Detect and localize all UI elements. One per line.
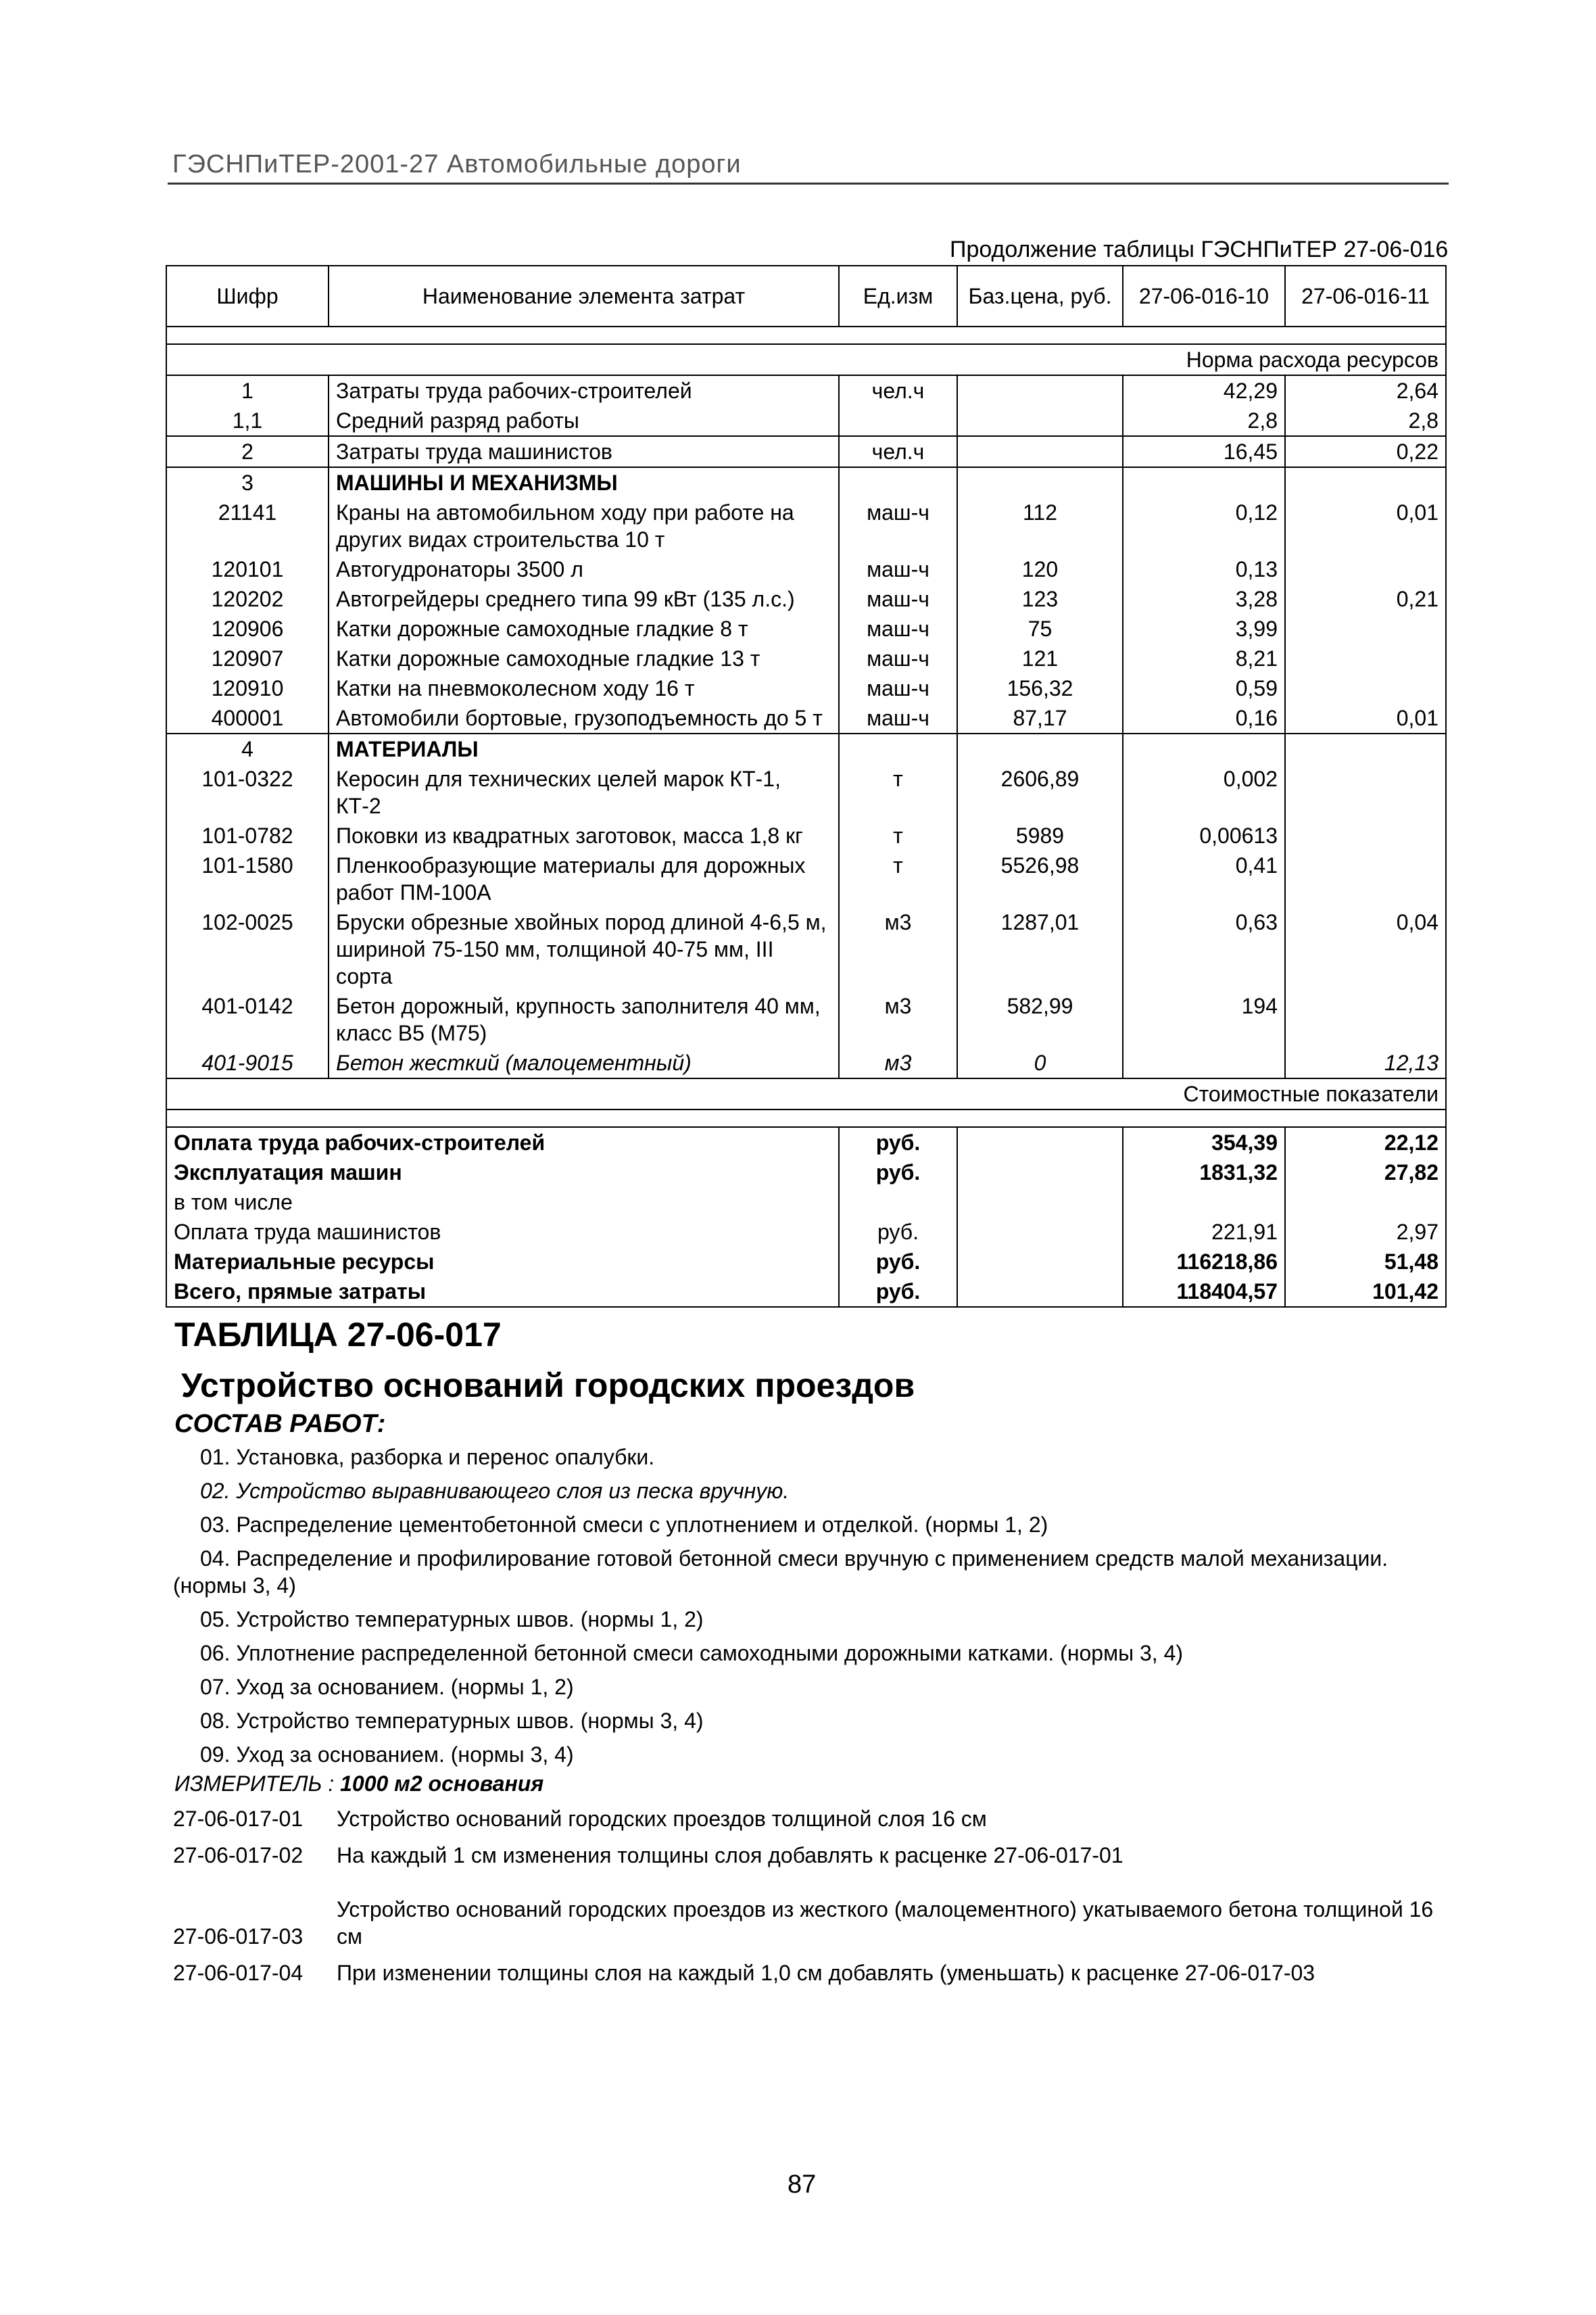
row-unit: м3 [839, 1048, 957, 1078]
row-norm-2: 0,01 [1285, 703, 1446, 734]
row-norm-2: 0,21 [1285, 584, 1446, 614]
section-title: МАШИНЫ И МЕХАНИЗМЫ [329, 467, 839, 498]
cost-norm-2: 101,42 [1285, 1276, 1446, 1307]
row-norm-2 [1285, 851, 1446, 907]
cost-name: в том числе [166, 1187, 839, 1217]
row-norm-2 [1285, 554, 1446, 584]
row-price: 87,17 [957, 703, 1123, 734]
section-title: МАТЕРИАЛЫ [329, 734, 839, 764]
row-norm-2 [1285, 764, 1446, 821]
norm-caption: Норма расхода ресурсов [166, 344, 1446, 375]
table-row [166, 851, 1446, 907]
row-unit: чел.ч [839, 375, 957, 406]
row-norm-1: 0,63 [1123, 907, 1285, 991]
cost-norm-2 [1285, 1187, 1446, 1217]
table-header-row [166, 266, 1446, 327]
row-norm-1: 42,29 [1123, 375, 1285, 406]
table-title: Устройство оснований городских проездов [181, 1366, 915, 1404]
row-price: 0 [957, 1048, 1123, 1078]
row-norm-2: 0,04 [1285, 907, 1446, 991]
row-norm-1: 194 [1123, 991, 1285, 1048]
row-code: 1 [166, 375, 329, 406]
cost-norm-2: 51,48 [1285, 1247, 1446, 1276]
row-price: 5526,98 [957, 851, 1123, 907]
row-name: Катки дорожные самоходные гладкие 13 т [329, 644, 839, 673]
row-name: Автогрейдеры среднего типа 99 кВт (135 л.с.) [329, 584, 839, 614]
row-code: 120906 [166, 614, 329, 644]
cost-name: Материальные ресурсы [166, 1247, 839, 1276]
section-code: 4 [166, 734, 329, 764]
row-norm-2: 12,13 [1285, 1048, 1446, 1078]
row-norm-2 [1285, 991, 1446, 1048]
cost-unit: руб. [839, 1276, 957, 1307]
header-code: Шифр [166, 266, 329, 327]
row-code: 401-0142 [166, 991, 329, 1048]
row-unit: маш-ч [839, 584, 957, 614]
row-norm-1: 3,28 [1123, 584, 1285, 614]
row-norm-1: 0,00613 [1123, 821, 1285, 851]
work-item: 07. Уход за основанием. (нормы 1, 2) [200, 1675, 574, 1699]
row-norm-1: 2,8 [1123, 406, 1285, 436]
cost-row [166, 1276, 1446, 1307]
table-row [166, 764, 1446, 821]
norm-code-text: Устройство оснований городских проездов из жесткого (малоцементного) укатываемого бетона толщиной 16 см [337, 1897, 1434, 1949]
norm-code-row [173, 1959, 1451, 1996]
row-norm-1: 8,21 [1123, 644, 1285, 673]
row-unit [839, 406, 957, 436]
row-norm-1: 0,002 [1123, 764, 1285, 821]
row-code: 101-1580 [166, 851, 329, 907]
cost-caption: Стоимостные показатели [166, 1078, 1446, 1109]
norm-code-row [173, 1805, 1451, 1842]
spacer-row [166, 327, 1446, 344]
row-name: Средний разряд работы [329, 406, 839, 436]
row-norm-2 [1285, 673, 1446, 703]
row-unit: т [839, 764, 957, 821]
row-norm-1: 0,41 [1123, 851, 1285, 907]
row-norm-1 [1123, 1048, 1285, 1078]
work-item: 06. Уплотнение распределенной бетонной смеси самоходными дорожными катками. (нормы 3, 4) [200, 1641, 1184, 1665]
row-unit: т [839, 851, 957, 907]
row-name: Катки на пневмоколесном ходу 16 т [329, 673, 839, 703]
row-price: 1287,01 [957, 907, 1123, 991]
works-list [173, 1443, 1451, 1775]
norm-code: 27-06-017-02 [173, 1843, 304, 1867]
work-item-continuation: (нормы 3, 4) [173, 1573, 296, 1598]
table-row [166, 436, 1446, 467]
row-name: Катки дорожные самоходные гладкие 8 т [329, 614, 839, 644]
row-code: 21141 [166, 498, 329, 554]
header-price: Баз.цена, руб. [957, 266, 1123, 327]
row-name: Автогудронаторы 3500 л [329, 554, 839, 584]
row-code: 120910 [166, 673, 329, 703]
row-name: Затраты труда машинистов [329, 436, 839, 467]
header-name: Наименование элемента затрат [329, 266, 839, 327]
row-name: Бетон жесткий (малоцементный) [329, 1048, 839, 1078]
norm-code-text: На каждый 1 см изменения толщины слоя добавлять к расценке 27-06-017-01 [337, 1843, 1123, 1867]
work-item: 02. Устройство выравнивающего слоя из песка вручную. [200, 1479, 790, 1503]
row-price: 120 [957, 554, 1123, 584]
row-price: 5989 [957, 821, 1123, 851]
row-code: 120907 [166, 644, 329, 673]
spacer-row [166, 1109, 1446, 1127]
row-unit: маш-ч [839, 614, 957, 644]
row-unit: маш-ч [839, 673, 957, 703]
row-norm-1: 0,13 [1123, 554, 1285, 584]
section-row-machines [166, 467, 1446, 498]
cost-unit [839, 1187, 957, 1217]
row-name: Поковки из квадратных заготовок, масса 1,8 кг [329, 821, 839, 851]
cost-row [166, 1217, 1446, 1247]
row-norm-2 [1285, 644, 1446, 673]
section-code: 3 [166, 467, 329, 498]
table-row [166, 406, 1446, 436]
norm-codes-list [173, 1805, 1451, 1996]
header-norm-1: 27-06-016-10 [1123, 266, 1285, 327]
table-row [166, 673, 1446, 703]
row-name: Пленкообразующие материалы для дорожных работ ПМ-100А [329, 851, 839, 907]
row-name: Автомобили бортовые, грузоподъемность до 5 т [329, 703, 839, 734]
cost-name: Оплата труда машинистов [166, 1217, 839, 1247]
row-unit: м3 [839, 907, 957, 991]
work-item: 03. Распределение цементобетонной смеси с уплотнением и отделкой. (нормы 1, 2) [200, 1512, 1048, 1537]
meter [174, 1771, 543, 1796]
row-code: 2 [166, 436, 329, 467]
cost-unit: руб. [839, 1158, 957, 1187]
row-norm-2: 0,22 [1285, 436, 1446, 467]
table-row [166, 554, 1446, 584]
row-norm-1: 16,45 [1123, 436, 1285, 467]
row-code: 120101 [166, 554, 329, 584]
row-name: Бетон дорожный, крупность заполнителя 40 мм, класс В5 (М75) [329, 991, 839, 1048]
row-code: 1,1 [166, 406, 329, 436]
cost-row [166, 1187, 1446, 1217]
row-code: 101-0782 [166, 821, 329, 851]
row-price: 75 [957, 614, 1123, 644]
row-unit: маш-ч [839, 554, 957, 584]
row-price: 2606,89 [957, 764, 1123, 821]
cost-norm-1: 221,91 [1123, 1217, 1285, 1247]
header-unit: Ед.изм [839, 266, 957, 327]
row-price [957, 375, 1123, 406]
cost-norm-1 [1123, 1187, 1285, 1217]
page-number: 87 [788, 2170, 817, 2199]
row-unit: чел.ч [839, 436, 957, 467]
table-row [166, 991, 1446, 1048]
composition-heading: СОСТАВ РАБОТ: [174, 1410, 386, 1438]
table-row-italic [166, 1048, 1446, 1078]
norm-code-text: Устройство оснований городских проездов толщиной слоя 16 см [337, 1807, 987, 1831]
table-row [166, 584, 1446, 614]
row-norm-2: 2,8 [1285, 406, 1446, 436]
work-item: 05. Устройство температурных швов. (нормы 1, 2) [200, 1607, 704, 1631]
row-code: 401-9015 [166, 1048, 329, 1078]
norm-code: 27-06-017-01 [173, 1807, 304, 1831]
row-price: 121 [957, 644, 1123, 673]
meter-value: 1000 м2 основания [340, 1771, 544, 1796]
row-norm-1: 0,16 [1123, 703, 1285, 734]
row-norm-2: 0,01 [1285, 498, 1446, 554]
row-norm-2 [1285, 821, 1446, 851]
header-rule [168, 183, 1449, 185]
norm-code: 27-06-017-03 [173, 1924, 304, 1949]
table-row [166, 907, 1446, 991]
cost-norm-1: 354,39 [1123, 1127, 1285, 1158]
cost-norm-1: 1831,32 [1123, 1158, 1285, 1187]
cost-norm-2: 22,12 [1285, 1127, 1446, 1158]
row-norm-1: 0,12 [1123, 498, 1285, 554]
table-label: ТАБЛИЦА 27-06-017 [174, 1316, 502, 1354]
cost-name: Оплата труда рабочих-строителей [166, 1127, 839, 1158]
cost-norm-1: 116218,86 [1123, 1247, 1285, 1276]
row-price: 123 [957, 584, 1123, 614]
norm-code: 27-06-017-04 [173, 1961, 304, 1985]
norm-code-row [173, 1842, 1451, 1878]
table-row [166, 644, 1446, 673]
row-code: 102-0025 [166, 907, 329, 991]
table-row [166, 614, 1446, 644]
header-norm-2: 27-06-016-11 [1285, 266, 1446, 327]
cost-row [166, 1158, 1446, 1187]
row-unit: м3 [839, 991, 957, 1048]
row-norm-1: 0,59 [1123, 673, 1285, 703]
cost-norm-2: 27,82 [1285, 1158, 1446, 1187]
norm-code-row [173, 1878, 1451, 1959]
cost-row [166, 1247, 1446, 1276]
row-price: 582,99 [957, 991, 1123, 1048]
cost-norm-1: 118404,57 [1123, 1276, 1285, 1307]
row-norm-1: 3,99 [1123, 614, 1285, 644]
row-unit: т [839, 821, 957, 851]
meter-label: ИЗМЕРИТЕЛЬ : [174, 1771, 335, 1796]
row-norm-2 [1285, 614, 1446, 644]
row-name: Бруски обрезные хвойных пород длиной 4-6,5 м, шириной 75-150 мм, толщиной 40-75 мм, III сорта [329, 907, 839, 991]
cost-name: Всего, прямые затраты [166, 1276, 839, 1307]
row-price [957, 406, 1123, 436]
cost-name: Эксплуатация машин [166, 1158, 839, 1187]
work-item: 04. Распределение и профилирование готовой бетонной смеси вручную с применением средств малой механизации. [200, 1546, 1388, 1571]
row-code: 400001 [166, 703, 329, 734]
cost-unit: руб. [839, 1247, 957, 1276]
running-header: ГЭСНПиТЕР-2001-27 Автомобильные дороги [172, 150, 742, 178]
row-name: Краны на автомобильном ходу при работе на других видах строительства 10 т [329, 498, 839, 554]
table-continuation-caption: Продолжение таблицы ГЭСНПиТЕР 27-06-016 [950, 237, 1449, 262]
row-unit: маш-ч [839, 498, 957, 554]
cost-unit: руб. [839, 1217, 957, 1247]
table-row [166, 703, 1446, 734]
work-item: 01. Установка, разборка и перенос опалубки. [200, 1445, 655, 1469]
row-code: 120202 [166, 584, 329, 614]
row-price: 112 [957, 498, 1123, 554]
row-price [957, 436, 1123, 467]
row-name: Керосин для технических целей марок КТ-1, КТ-2 [329, 764, 839, 821]
table-row [166, 498, 1446, 554]
resource-table [166, 265, 1447, 1308]
work-item: 09. Уход за основанием. (нормы 3, 4) [200, 1742, 574, 1767]
cost-row [166, 1127, 1446, 1158]
cost-norm-2: 2,97 [1285, 1217, 1446, 1247]
table-row [166, 375, 1446, 406]
row-name: Затраты труда рабочих-строителей [329, 375, 839, 406]
row-unit: маш-ч [839, 703, 957, 734]
row-unit: маш-ч [839, 644, 957, 673]
table-row [166, 821, 1446, 851]
norm-code-text: При изменении толщины слоя на каждый 1,0 см добавлять (уменьшать) к расценке 27-06-017-03 [337, 1961, 1315, 1985]
row-code: 101-0322 [166, 764, 329, 821]
row-price: 156,32 [957, 673, 1123, 703]
section-row-materials [166, 734, 1446, 764]
row-norm-2: 2,64 [1285, 375, 1446, 406]
work-item: 08. Устройство температурных швов. (нормы 3, 4) [200, 1709, 704, 1733]
cost-unit: руб. [839, 1127, 957, 1158]
